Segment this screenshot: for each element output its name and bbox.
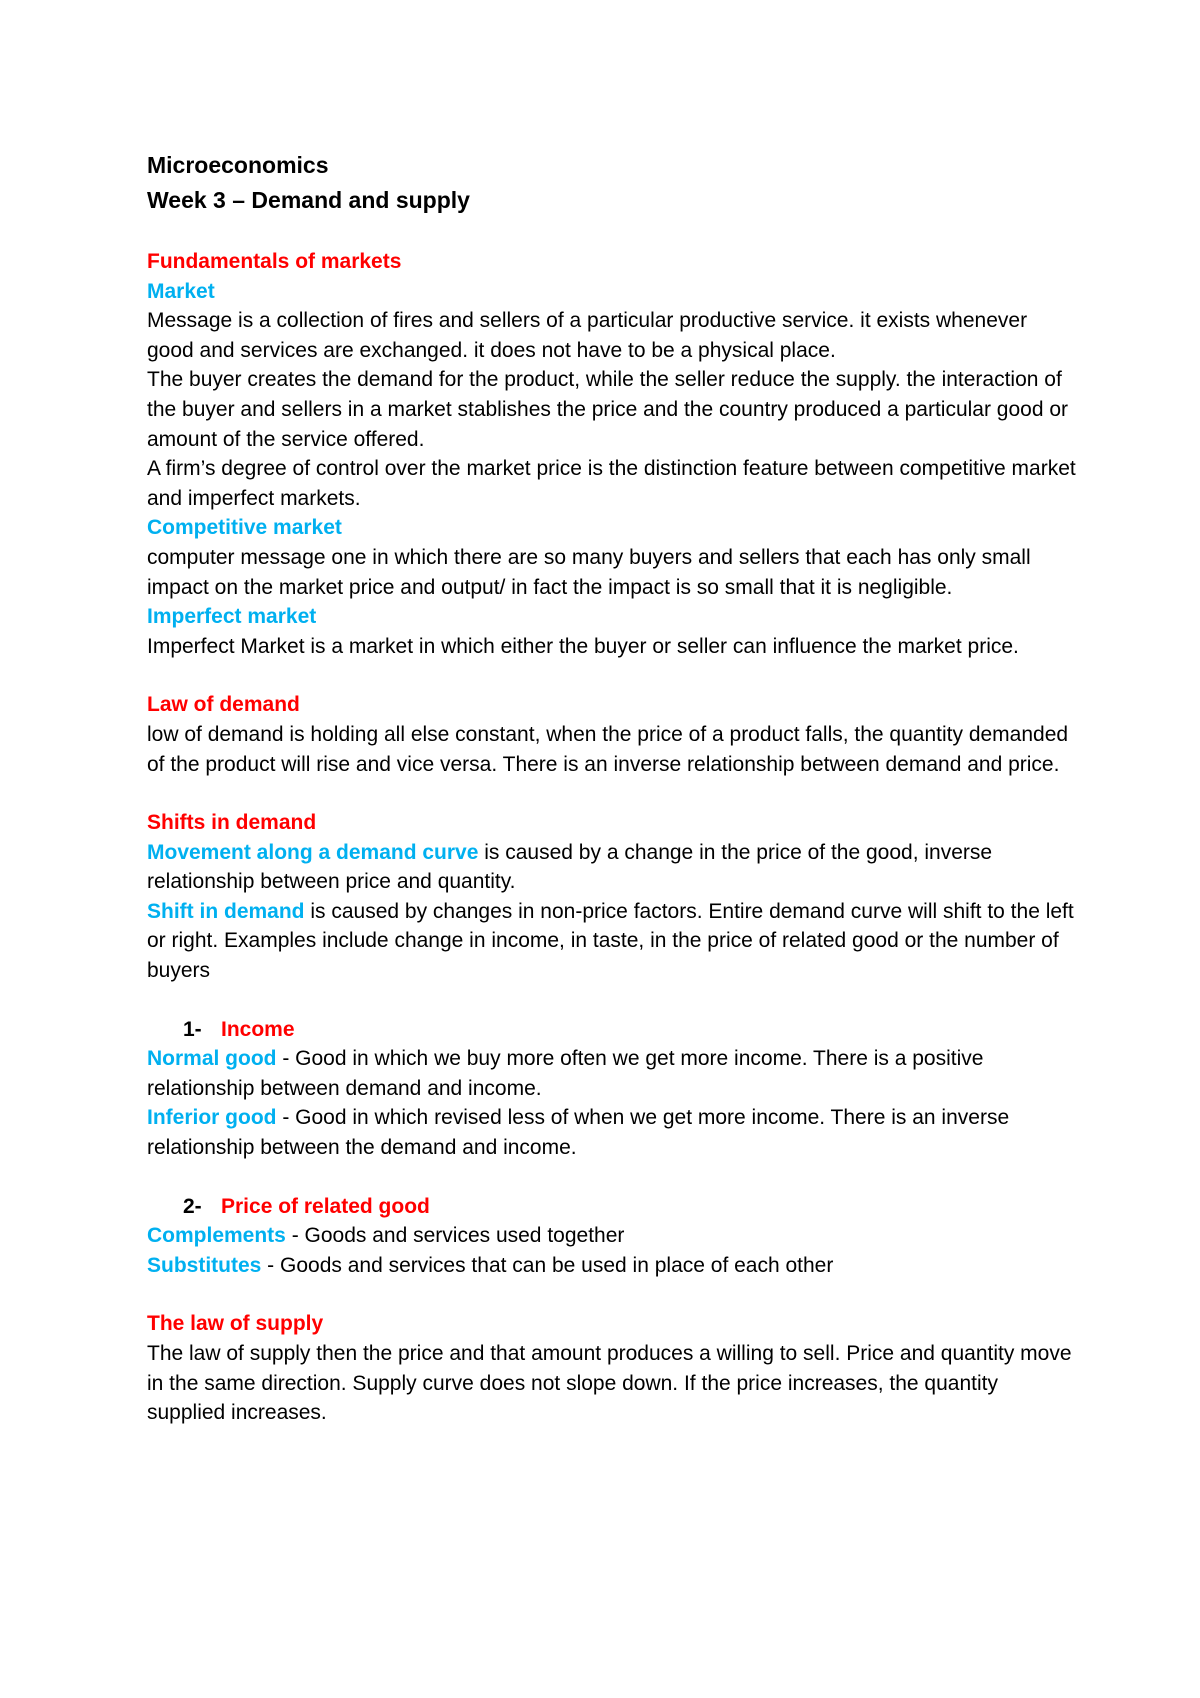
document-body — [147, 148, 1077, 1428]
term-inferior-good: Inferior good — [147, 1106, 277, 1130]
term-normal-good: Normal good — [147, 1047, 277, 1071]
shift-text: is caused by changes in non-price factors. Entire demand curve will shift to the left or right. Examples include change in income, in taste, in the price of related good or the number of buyers — [147, 899, 1074, 983]
list-number: 2- — [183, 1194, 202, 1218]
heading-fundamentals: Fundamentals of markets — [147, 250, 402, 273]
substitutes-text: - Goods and services that can be used in place of each other — [261, 1253, 834, 1277]
subheading-imperfect-market: Imperfect market — [147, 605, 317, 629]
subheading-market: Market — [147, 279, 215, 303]
list-number: 1- — [183, 1017, 202, 1041]
heading-law-of-demand: Law of demand — [147, 693, 300, 717]
market-paragraph-2: The buyer creates the demand for the product, while the seller reduce the supply. the interaction of the buyer and sellers in a market stablishes the price and the country produced a particular good or amount of the service offered. — [147, 368, 1069, 451]
spacer — [147, 1163, 1077, 1192]
heading-law-of-supply: The law of supply — [147, 1312, 324, 1336]
movement-text: is caused by a change in the price of the good, inverse relationship between price and quantity. — [147, 840, 993, 894]
spacer — [147, 1280, 1077, 1309]
normal-good-text: - Good in which we buy more often we get more income. There is a positive relationship between demand and income. — [147, 1047, 984, 1100]
market-paragraph-3: A firm’s degree of control over the market price is the distinction feature between competitive market and imperfect markets. — [147, 457, 1076, 510]
normal-good-paragraph — [147, 1044, 1077, 1103]
subheading-competitive-market: Competitive market — [147, 516, 342, 540]
shift-paragraph — [147, 897, 1077, 986]
movement-paragraph — [147, 838, 1077, 897]
law-of-demand-text: low of demand is holding all else constant, when the price of a product falls, the quantity demanded of the product will rise and vice versa. There is an inverse relationship between demand and price. — [147, 722, 1069, 776]
term-substitutes: Substitutes — [147, 1253, 262, 1277]
term-shift-in-demand: Shift in demand — [147, 899, 305, 923]
term-movement-along-curve: Movement along a demand curve — [147, 840, 479, 864]
competitive-market-text: computer message one in which there are so many buyers and sellers that each has only small impact on the market price and output/ in fact the impact is so small that it is negligible. — [147, 545, 1031, 599]
heading-price-of-related-good: Price of related good — [221, 1194, 430, 1218]
spacer — [147, 986, 1077, 1015]
inferior-good-text: - Good in which revised less of when we get more income. There is an inverse relationship between the demand and income. — [147, 1106, 1010, 1160]
numbered-heading-related-good — [147, 1192, 1077, 1222]
spacer — [147, 779, 1077, 808]
document-title: Microeconomics — [147, 152, 329, 178]
heading-shifts-in-demand: Shifts in demand — [147, 811, 317, 835]
complements-text: - Goods and services used together — [285, 1224, 625, 1248]
term-complements: Complements — [147, 1224, 286, 1248]
law-of-supply-text: The law of supply then the price and that amount produces a willing to sell. Price and quantity move in the same direction. Supply curve does not slope down. If the price increases, the quantity supplied increases. — [147, 1342, 1072, 1425]
heading-income: Income — [221, 1017, 295, 1041]
substitutes-paragraph — [147, 1251, 1077, 1281]
spacer — [147, 218, 1077, 247]
numbered-heading-income — [147, 1015, 1077, 1045]
document-subtitle: Week 3 – Demand and supply — [147, 187, 470, 213]
imperfect-market-text: Imperfect Market is a market in which either the buyer or seller can influence the market price. — [147, 634, 1019, 658]
complements-paragraph — [147, 1221, 1077, 1251]
spacer — [147, 661, 1077, 690]
inferior-good-paragraph — [147, 1103, 1077, 1162]
market-paragraph-1: Message is a collection of fires and sellers of a particular productive service. it exists whenever good and services are exchanged. it does not have to be a physical place. — [147, 309, 1028, 362]
